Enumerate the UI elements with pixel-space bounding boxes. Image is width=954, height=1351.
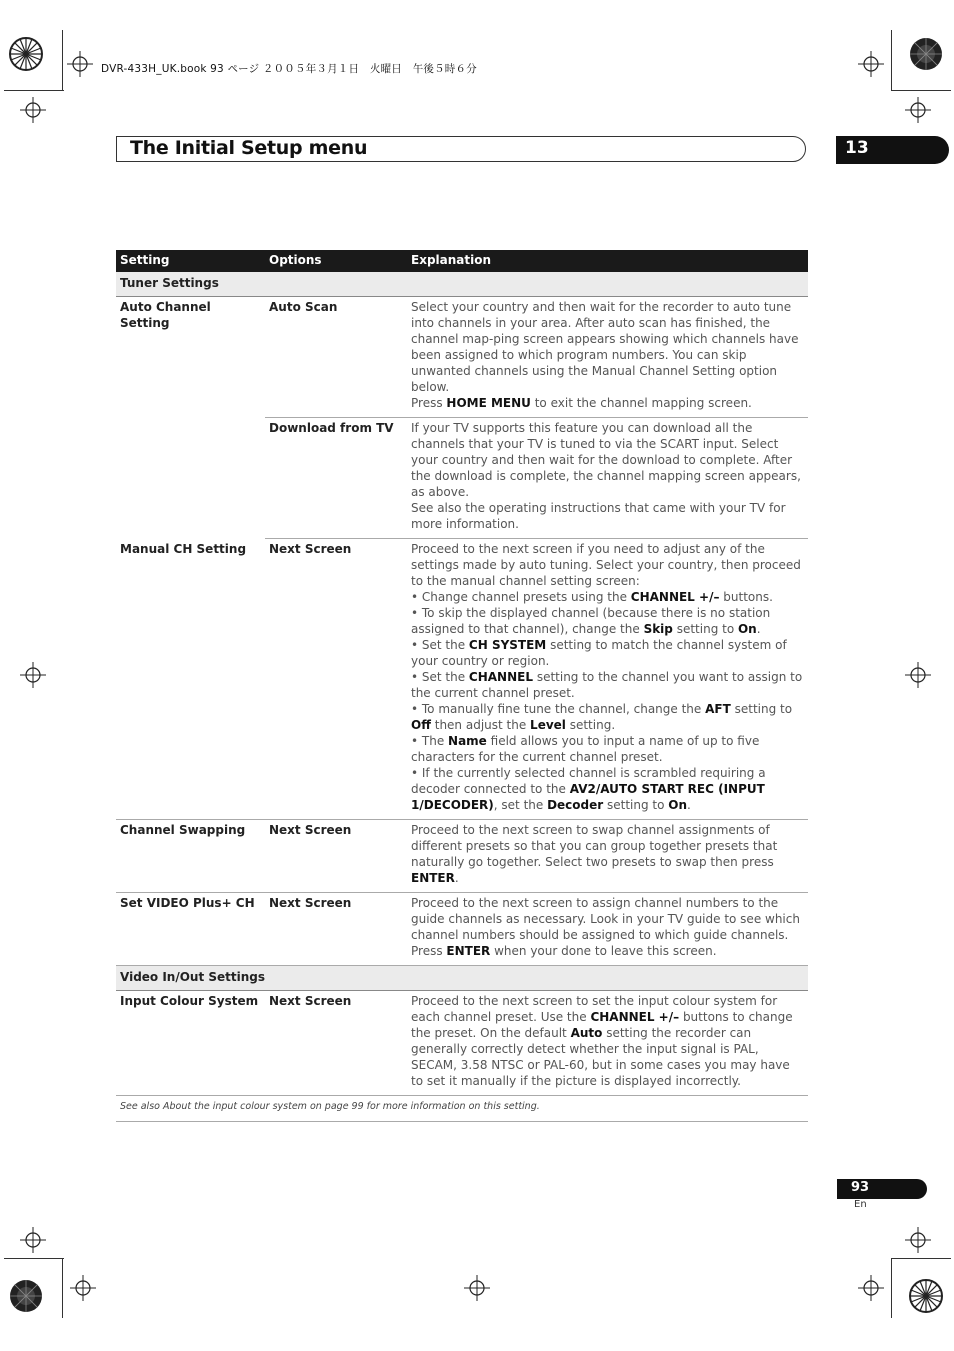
table-row — [116, 820, 808, 893]
bullet-item: • To manually fine tune the channel, change the AFT setting to Off then adjust the Level setting. — [411, 702, 793, 732]
header-explanation: Explanation — [407, 250, 808, 272]
crosshair-mark — [20, 97, 46, 123]
section-row-tuner — [116, 272, 808, 297]
section-title: Video In/Out Settings — [116, 966, 808, 991]
page-language: En — [854, 1199, 867, 1210]
crosshair-mark — [20, 662, 46, 688]
registration-mark-top-left — [8, 36, 44, 72]
setting-name: Set VIDEO Plus+ CH — [116, 893, 265, 966]
bullet-item: • To skip the displayed channel (because there is no station assigned to that channel), change the Skip setting to On. — [411, 606, 771, 636]
crosshair-mark — [905, 1227, 931, 1253]
table-row — [116, 297, 808, 418]
section-title: Tuner Settings — [116, 272, 808, 297]
crop-line — [891, 1258, 951, 1259]
option-name: Next Screen — [265, 820, 407, 893]
option-name: Next Screen — [265, 893, 407, 966]
chapter-title: The Initial Setup menu — [130, 137, 368, 159]
crop-line — [4, 90, 64, 91]
table-note-row — [116, 1096, 808, 1122]
explanation — [407, 539, 808, 820]
option-name: Next Screen — [265, 539, 407, 820]
bullet-item: • Set the CH SYSTEM setting to match the channel system of your country or region. — [411, 638, 787, 668]
chapter-number: 13 — [845, 138, 869, 158]
setting-name: Input Colour System — [116, 991, 265, 1096]
bullet-item: • Set the CHANNEL setting to the channel you want to assign to the current channel preset. — [411, 670, 803, 700]
registration-mark-top-right — [908, 36, 944, 72]
option-name: Auto Scan — [269, 300, 338, 314]
explanation — [407, 418, 808, 539]
crosshair-mark — [67, 51, 93, 77]
crosshair-mark — [858, 51, 884, 77]
print-header: DVR-433H_UK.book 93 ページ ２００５年３月１日 火曜日 午後５時６分 — [101, 63, 477, 75]
table-header-row — [116, 250, 808, 272]
explanation — [407, 893, 808, 966]
option-name: Download from TV — [265, 418, 407, 539]
option-name: Next Screen — [265, 991, 407, 1096]
table-note: See also About the input colour system on page 99 for more information on this setting. — [116, 1096, 808, 1122]
explanation-text: Proceed to the next screen to assign channel numbers to the guide channels as necessary. Look in your TV guide to see which channel numbers should be assigned to which guide channels. Press ENTER when your done to leave this screen. — [411, 896, 800, 958]
header-setting: Setting — [116, 250, 265, 272]
bullet-item: • Change channel presets using the CHANNEL +/– buttons. — [411, 590, 773, 604]
crop-line — [891, 30, 892, 90]
registration-mark-bottom-right — [908, 1278, 944, 1314]
crop-line — [891, 90, 951, 91]
explanation-text: Press HOME MENU to exit the channel mapping screen. — [411, 396, 752, 410]
explanation-text: Select your country and then wait for the recorder to auto tune into channels in your area. After auto scan has finished, the channel map-ping screen appears showing which channels have been assigned to which program numbers. You can skip unwanted channels using the Manual Channel Setting option below. — [411, 300, 799, 394]
crop-line — [62, 1258, 63, 1318]
crop-line — [891, 1258, 892, 1318]
crop-line — [62, 30, 63, 90]
explanation-text: Proceed to the next screen if you need to adjust any of the settings made by auto tuning. Select your country, then proceed to the manual channel setting screen: — [411, 542, 801, 588]
explanation — [407, 297, 808, 418]
table-row — [116, 991, 808, 1096]
setting-name: Manual CH Setting — [116, 539, 265, 820]
crosshair-mark — [905, 662, 931, 688]
registration-mark-bottom-left — [8, 1278, 44, 1314]
page-number: 93 — [851, 1180, 870, 1195]
settings-table — [116, 250, 808, 1122]
explanation-text: Proceed to the next screen to swap channel assignments of different presets so that you can group together presets that naturally go together. Select two presets to swap then press ENTER. — [411, 823, 778, 885]
section-row-video — [116, 966, 808, 991]
crosshair-mark — [905, 97, 931, 123]
explanation — [407, 820, 808, 893]
explanation-text: Proceed to the next screen to set the input colour system for each channel preset. Use the CHANNEL +/– buttons to change the preset. On the default Auto setting the recorder can generally correctly detect whether the input signal is PAL, SECAM, 3.58 NTSC or PAL-60, but in some cases you may have to set it manually if the picture is displayed incorrectly. — [411, 994, 793, 1088]
explanation — [407, 991, 808, 1096]
crosshair-mark — [858, 1275, 884, 1301]
crosshair-mark — [464, 1275, 490, 1301]
header-options: Options — [265, 250, 407, 272]
crosshair-mark — [70, 1275, 96, 1301]
setting-name: Auto Channel Setting — [120, 300, 211, 330]
setting-name: Channel Swapping — [116, 820, 265, 893]
crosshair-mark — [20, 1227, 46, 1253]
crop-line — [4, 1258, 64, 1259]
table-row — [116, 893, 808, 966]
explanation-text: See also the operating instructions that came with your TV for more information. — [411, 501, 786, 531]
explanation-text: If your TV supports this feature you can download all the channels that your TV is tuned to via the SCART input. Select your country and then wait for the download to complete. After the download is complete, the channel mapping screen appears, as above. — [411, 421, 801, 499]
bullet-item: • If the currently selected channel is scrambled requiring a decoder connected to the AV2/AUTO START REC (INPUT 1/DECODER), set the Decoder setting to On. — [411, 766, 766, 812]
bullet-item: • The Name field allows you to input a name of up to five characters for the current channel preset. — [411, 734, 760, 764]
table-row — [116, 539, 808, 820]
